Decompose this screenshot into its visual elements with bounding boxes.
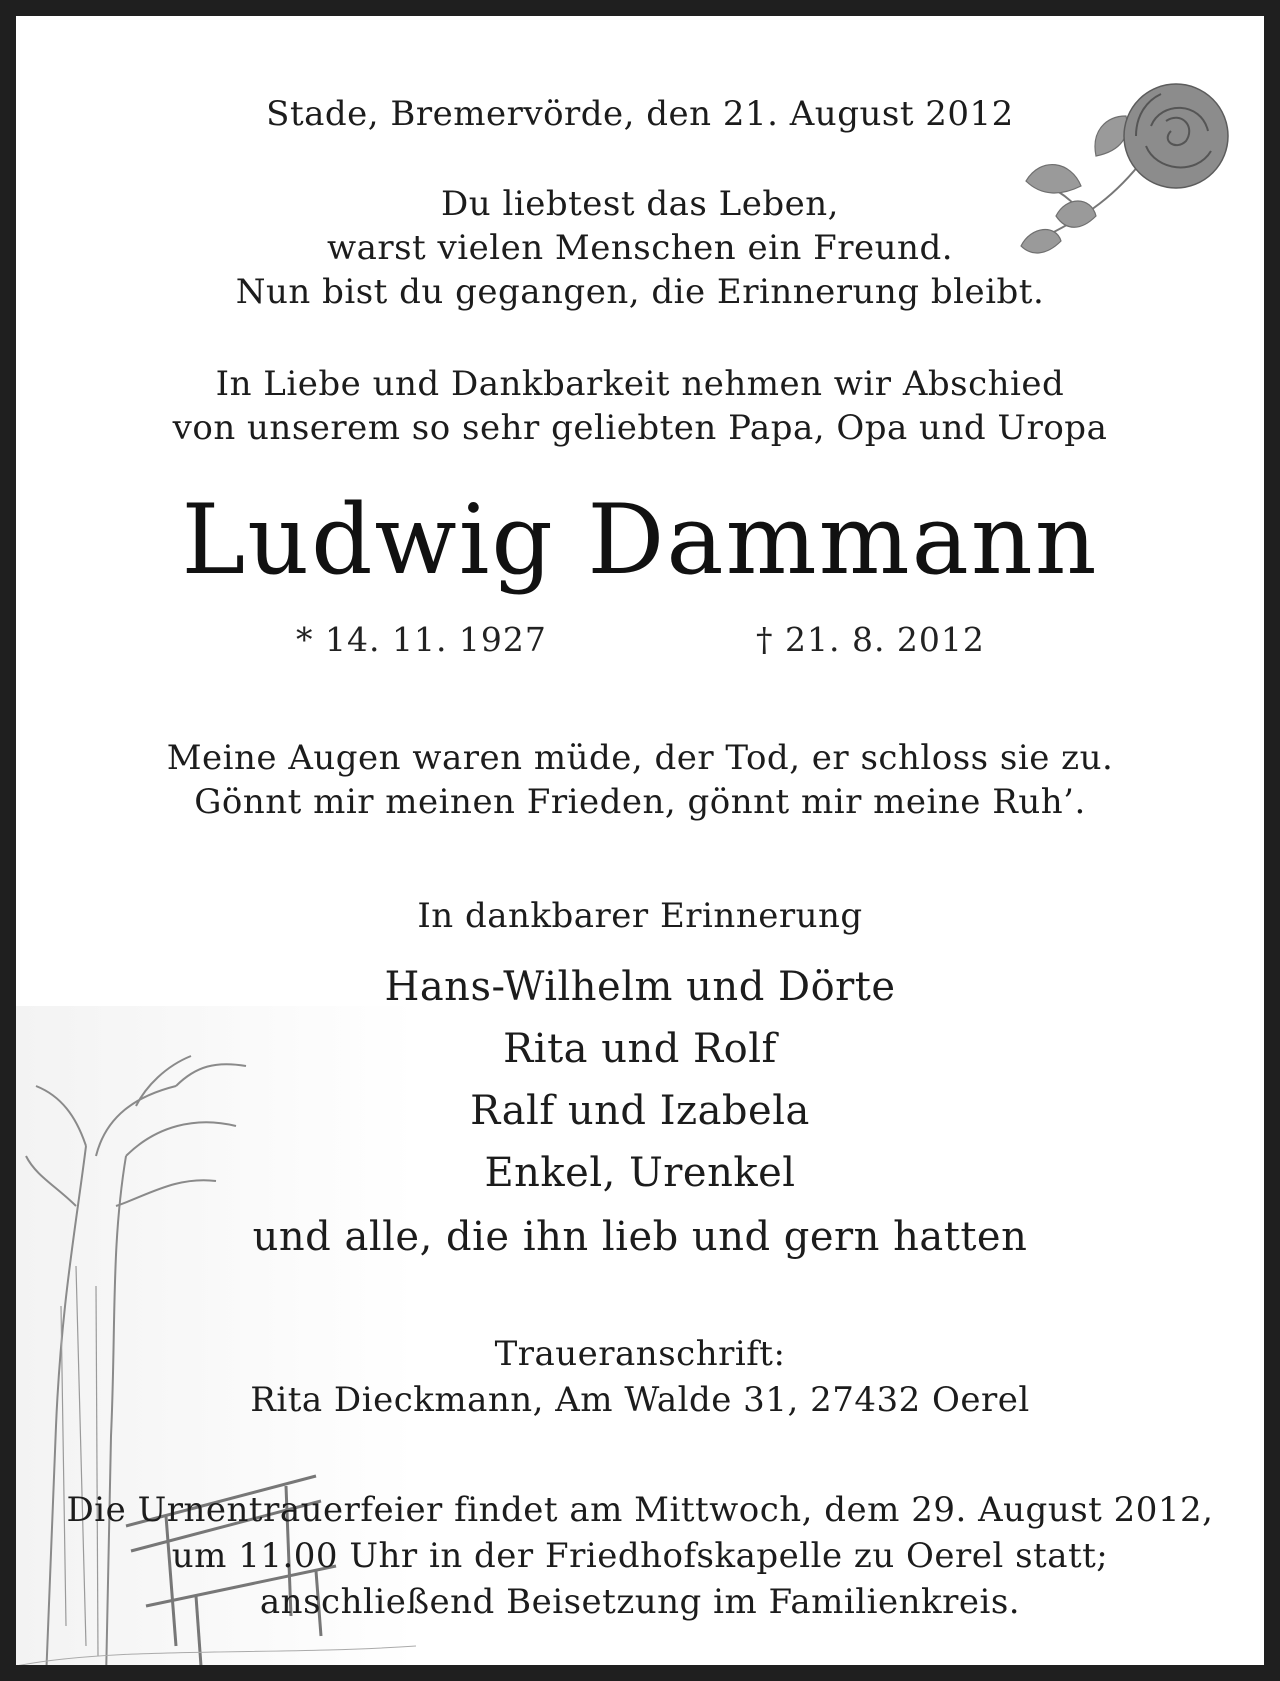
mourner-line-3: Ralf und Izabela [470, 1088, 810, 1134]
death-date: † 21. 8. 2012 [756, 620, 985, 659]
mourner-line-4: Enkel, Urenkel [484, 1150, 796, 1196]
place-date-line: Stade, Bremervörde, den 21. August 2012 [266, 94, 1014, 134]
verse1-line-3: Nun bist du gegangen, die Erinnerung bleibt. [235, 272, 1045, 312]
verse2-line-1: Meine Augen waren müde, der Tod, er schloss sie zu. [166, 738, 1114, 778]
verse1-line-1: Du liebtest das Leben, [441, 184, 839, 224]
address-label: Traueranschrift: [494, 1334, 786, 1374]
farewell-line-1: In Liebe und Dankbarkeit nehmen wir Abschied [215, 364, 1065, 404]
verse2-line-2: Gönnt mir meinen Frieden, gönnt mir meine Ruh’. [194, 782, 1086, 822]
mourners-intro: In dankbarer Erinnerung [417, 896, 863, 936]
mourner-line-5: und alle, die ihn lieb und gern hatten [252, 1214, 1028, 1260]
farewell-line-2: von unserem so sehr geliebten Papa, Opa und Uropa [172, 408, 1108, 448]
service-line-1: Die Urnentrauerfeier findet am Mittwoch, dem 29. August 2012, [66, 1490, 1214, 1530]
service-line-3: anschließend Beisetzung im Familienkreis. [259, 1582, 1021, 1622]
deceased-name: Ludwig Dammann [181, 484, 1099, 596]
birth-date: * 14. 11. 1927 [296, 620, 547, 659]
service-line-2: um 11.00 Uhr in der Friedhofskapelle zu Oerel statt; [171, 1536, 1109, 1576]
verse1-line-2: warst vielen Menschen ein Freund. [326, 228, 954, 268]
address-value: Rita Dieckmann, Am Walde 31, 27432 Oerel [250, 1380, 1030, 1420]
mourner-line-2: Rita und Rolf [503, 1026, 777, 1072]
mourner-line-1: Hans-Wilhelm und Dörte [384, 964, 896, 1010]
